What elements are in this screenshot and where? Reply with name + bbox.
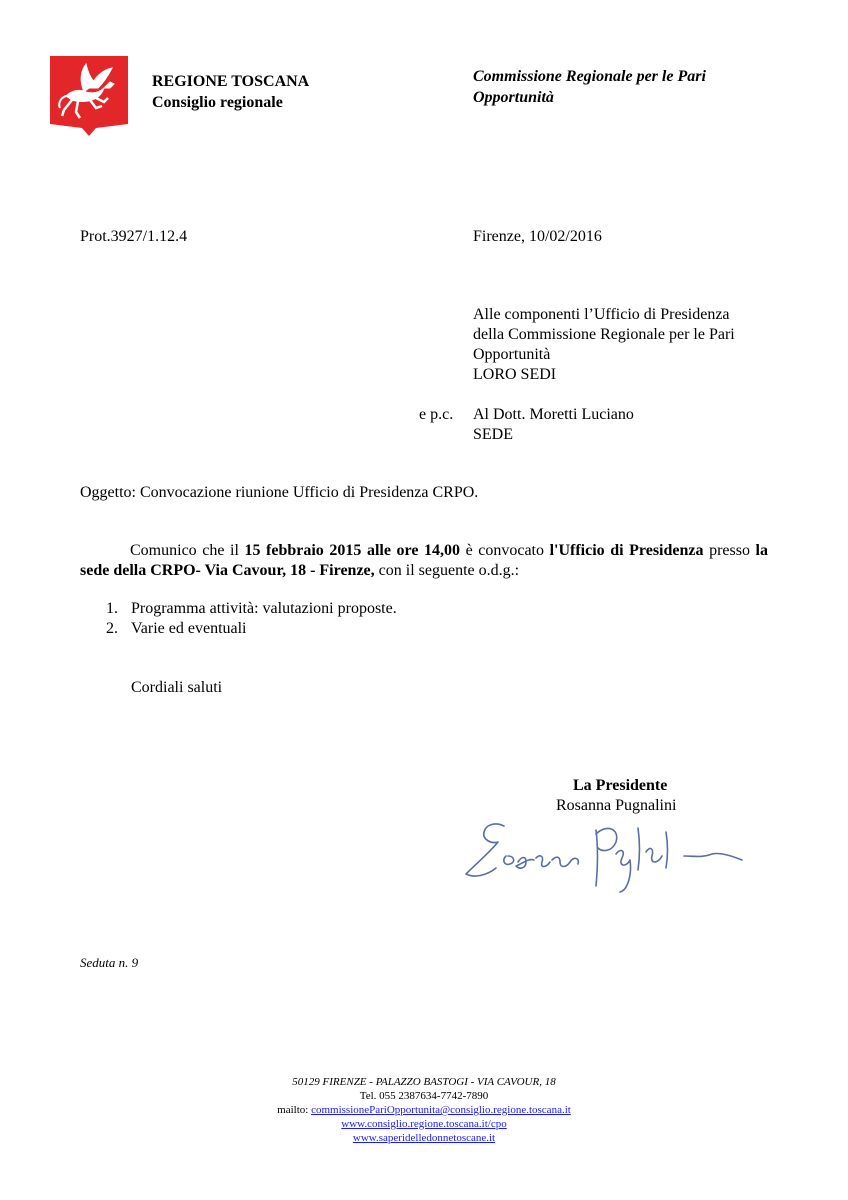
session-number: Seduta n. 9 [80, 955, 139, 970]
closing-greeting: Cordiali saluti [131, 679, 223, 696]
meeting-location: la sede della CRPO- Via Cavour, 18 - Firenze, [80, 542, 768, 579]
paragraph-text: con il seguente o.d.g.: [374, 562, 520, 579]
regione-toscana-pegasus-logo [50, 56, 128, 136]
footer-web-line [200, 1131, 648, 1145]
subject-line: Oggetto: Convocazione riunione Ufficio di Presidenza CRPO. [80, 484, 479, 501]
footer-website-link-saperi[interactable]: www.saperidelledonnetoscane.it [352, 1132, 496, 1144]
agenda-item-text: Varie ed eventuali [131, 620, 247, 637]
footer [200, 1075, 648, 1145]
protocol-number: Prot.3927/1.12.4 [80, 228, 188, 245]
recipient-line: della Commissione Regionale per le Pari [473, 326, 735, 343]
footer-website-link-cpo[interactable]: www.consiglio.regione.toscana.it/cpo [341, 1118, 507, 1130]
footer-mail-label: mailto: [277, 1104, 312, 1116]
convocation-paragraph [80, 541, 768, 581]
letter-date: Firenze, 10/02/2016 [473, 228, 602, 245]
footer-email-link[interactable]: commissionePariOpportunita@consiglio.regione.toscana.it [311, 1104, 571, 1116]
council-name: Consiglio regionale [152, 94, 283, 111]
cc-line: SEDE [473, 426, 513, 443]
cc-label: e p.c. [419, 406, 454, 423]
paragraph-text: Comunico che il [130, 542, 245, 559]
recipient-line: Opportunità [473, 346, 551, 363]
meeting-body: l'Ufficio di Presidenza [549, 542, 704, 559]
header-institution [152, 71, 309, 113]
cc-line: Al Dott. Moretti Luciano [473, 406, 634, 423]
agenda-item-number: 2. [106, 620, 118, 637]
recipient-line: LORO SEDI [473, 366, 557, 383]
signature-name: Rosanna Pugnalini [556, 797, 677, 814]
recipients-block [473, 305, 735, 385]
meeting-datetime: 15 febbraio 2015 alle ore 14,00 [244, 542, 460, 559]
agenda-list [106, 599, 397, 639]
footer-web-line [200, 1117, 648, 1131]
cc-block [473, 405, 634, 445]
recipient-line: Alle componenti l’Ufficio di Presidenza [473, 306, 730, 323]
footer-phone: Tel. 055 2387634-7742-7890 [359, 1090, 489, 1102]
agenda-item-text: Programma attività: valutazioni proposte. [131, 600, 397, 617]
commission-line-2: Opportunità [473, 89, 554, 106]
agenda-item-number: 1. [106, 600, 118, 617]
paragraph-text: è convocato [460, 542, 550, 559]
region-name: REGIONE TOSCANA [152, 73, 310, 90]
header-commission [473, 66, 803, 108]
paragraph-text: presso [703, 542, 756, 559]
footer-mail-line [200, 1103, 648, 1117]
agenda-item [106, 619, 397, 639]
signature-title: La Presidente [573, 777, 668, 794]
handwritten-signature [456, 812, 762, 894]
commission-line-1: Commissione Regionale per le Pari [473, 68, 706, 85]
footer-address: 50129 FIRENZE - PALAZZO BASTOGI - VIA CAVOUR, 18 [292, 1076, 556, 1088]
agenda-item [106, 599, 397, 619]
